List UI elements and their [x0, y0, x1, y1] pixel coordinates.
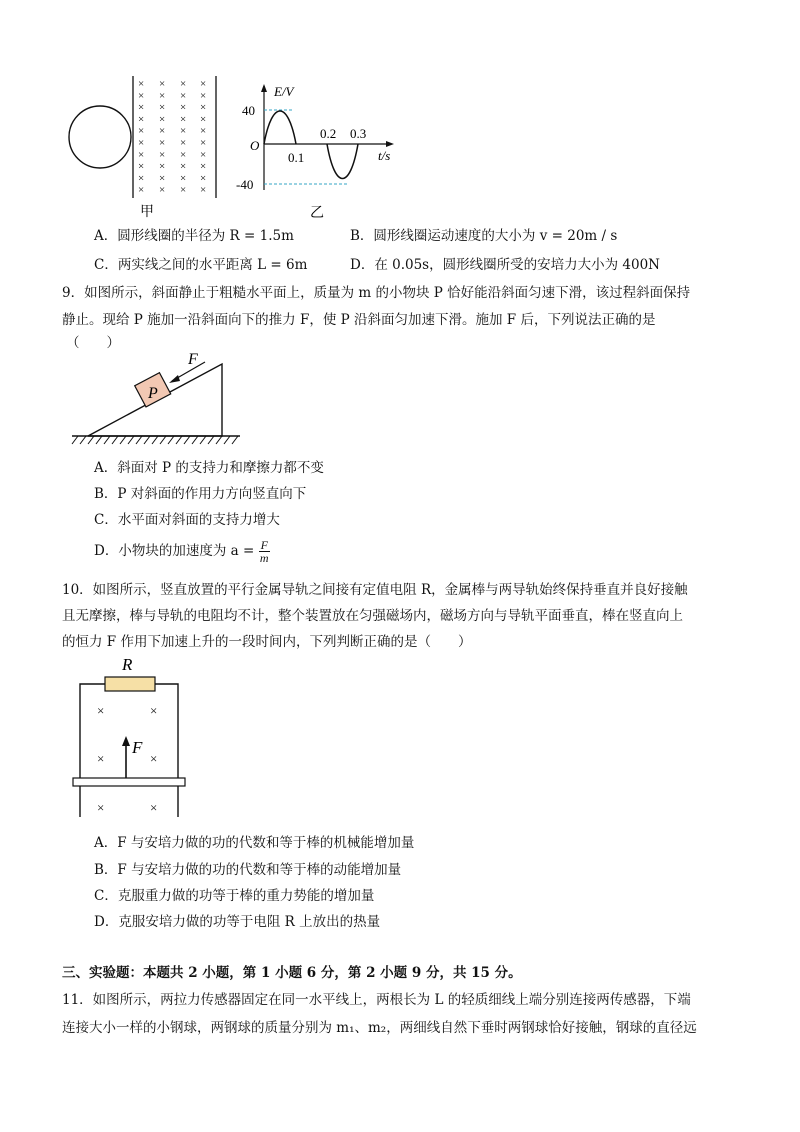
field-cross: × [159, 160, 166, 173]
q8-option-d: D．在 0.05s，圆形线圈所受的安培力大小为 400N [350, 257, 660, 273]
figure-incline [70, 350, 245, 450]
q9-stem-line1: 9．如图所示，斜面静止于粗糙水平面上，质量为 m 的小物块 P 恰好能沿斜面匀速下滑，该过程斜面保持 [62, 285, 691, 301]
q10-option-c: C．克服重力做的功等于棒的重力势能的增加量 [94, 888, 375, 904]
block-p-label: P [148, 385, 158, 402]
hatch-line [216, 436, 222, 444]
figure-rails [70, 652, 190, 822]
field-cross: × [138, 125, 145, 138]
q10-stem-line3: 的恒力 F 作用下加速上升的一段时间内，下列判断正确的是（ ） [62, 634, 472, 650]
q10-option-a: A．F 与安培力做的功的代数和等于棒的机械能增加量 [94, 835, 415, 851]
field-cross: × [138, 101, 145, 114]
field-cross: × [180, 172, 187, 185]
q11-stem-line1: 11．如图所示，两拉力传感器固定在同一水平线上，两根长为 L 的轻质细线上端分别连接两传感器，下端 [62, 992, 691, 1008]
force-f-label: F [188, 351, 198, 368]
q10-option-d: D．克服安培力做的功等于电阻 R 上放出的热量 [94, 914, 381, 930]
q10-stem-line2: 且无摩擦，棒与导轨的电阻均不计，整个装置放在匀强磁场内，磁场方向与导轨平面垂直，棒在竖直向上 [62, 608, 683, 624]
tick-40: 40 [242, 103, 255, 118]
field-cross: × [97, 751, 105, 766]
hatch-line [128, 436, 134, 444]
q8-option-c: C．两实线之间的水平距离 L = 6m [94, 257, 308, 273]
field-cross: × [138, 172, 145, 185]
field-cross: × [180, 184, 187, 197]
hatch-line [232, 436, 238, 444]
figure-yi-graph [232, 82, 402, 224]
field-cross: × [200, 78, 207, 90]
section-3-title: 三、实验题：本题共 2 小题，第 1 小题 6 分，第 2 小题 9 分，共 15 分。 [62, 965, 522, 981]
field-cross: × [159, 89, 166, 102]
field-cross: × [138, 184, 145, 197]
field-cross: × [200, 172, 207, 185]
figure-jia [68, 72, 228, 222]
hatch-line [224, 436, 230, 444]
hatch-line [160, 436, 166, 444]
field-cross: × [138, 89, 145, 102]
q11-stem-line2: 连接大小一样的小钢球，两钢球的质量分别为 m₁、m₂，两细线自然下垂时两钢球恰好接触，钢球的直径远 [62, 1020, 697, 1036]
field-cross: × [180, 78, 187, 90]
hatch-line [80, 436, 86, 444]
magnetic-field-crosses [138, 78, 206, 196]
q9-option-d-prefix: D．小物块的加速度为 a = [94, 543, 255, 559]
field-cross: × [200, 184, 207, 197]
q9-option-d [94, 539, 270, 564]
field-cross: × [200, 148, 207, 161]
q10-option-b: B．F 与安培力做的功的代数和等于棒的动能增加量 [94, 862, 402, 878]
hatch-line [104, 436, 110, 444]
field-cross: × [159, 137, 166, 149]
field-cross: × [200, 113, 207, 126]
hatch-line [176, 436, 182, 444]
field-cross: × [138, 113, 145, 126]
field-cross: × [180, 137, 187, 149]
field-cross: × [200, 125, 207, 138]
field-cross: × [150, 751, 158, 766]
emf-curve [264, 111, 358, 179]
resistor [105, 677, 155, 691]
origin-label: O [250, 138, 260, 153]
field-cross: × [159, 113, 166, 126]
rail-circuit [80, 684, 178, 817]
hatch-line [152, 436, 158, 444]
field-cross: × [150, 703, 158, 718]
hatch-line [112, 436, 118, 444]
hatch-line [96, 436, 102, 444]
field-cross: × [138, 137, 145, 149]
hatch-line [72, 436, 78, 444]
q9-option-a: A．斜面对 P 的支持力和摩擦力都不变 [94, 460, 324, 476]
field-cross: × [159, 101, 166, 114]
hatch-line [200, 436, 206, 444]
field-cross: × [200, 160, 207, 173]
y-axis-arrow [261, 84, 267, 92]
tick-0.1: 0.1 [288, 150, 305, 165]
q8-option-a: A．圆形线圈的半径为 R = 1.5m [94, 228, 294, 244]
metal-rod [73, 778, 185, 786]
q9-option-b: B．P 对斜面的作用力方向竖直向下 [94, 486, 307, 502]
field-cross: × [138, 78, 145, 90]
hatch-line [208, 436, 214, 444]
force-f-arrowhead [122, 736, 130, 746]
field-cross: × [180, 113, 187, 126]
hatch-line [88, 436, 94, 444]
fraction-numerator: F [260, 538, 268, 552]
q9-option-c: C．水平面对斜面的支持力增大 [94, 512, 280, 528]
field-cross: × [180, 160, 187, 173]
field-cross: × [200, 137, 207, 149]
tick-0.3: 0.3 [350, 126, 367, 141]
q10-stem-line1: 10．如图所示，竖直放置的平行金属导轨之间接有定值电阻 R，金属棒与两导轨始终保持垂直并良好接触 [62, 582, 688, 598]
field-cross: × [150, 800, 158, 815]
hatch-line [168, 436, 174, 444]
q9-stem-line2: 静止。现给 P 施加一沿斜面向下的推力 F，使 P 沿斜面匀加速下滑。施加 F 后，下列说法正确的是 [62, 312, 656, 328]
tick-0.2: 0.2 [320, 126, 337, 141]
hatch-line [184, 436, 190, 444]
field-cross: × [97, 800, 105, 815]
fraction-denominator: m [259, 551, 269, 565]
tick-neg40: -40 [236, 177, 254, 192]
field-cross: × [159, 184, 166, 197]
field-cross: × [97, 703, 105, 718]
field-cross: × [138, 160, 145, 173]
field-cross: × [159, 125, 166, 138]
q8-option-b: B．圆形线圈运动速度的大小为 v = 20m / s [350, 228, 618, 244]
field-cross: × [200, 89, 207, 102]
label-yi: 乙 [310, 206, 324, 221]
field-cross: × [180, 148, 187, 161]
circular-coil [69, 106, 131, 168]
field-cross: × [180, 89, 187, 102]
q9-option-d-fraction [259, 539, 270, 564]
field-cross: × [159, 78, 166, 90]
hatch-line [144, 436, 150, 444]
force-f-arrowhead [169, 375, 180, 383]
field-cross: × [200, 101, 207, 114]
hatch-line [192, 436, 198, 444]
field-cross: × [180, 101, 187, 114]
hatch-line [120, 436, 126, 444]
field-cross: × [159, 148, 166, 161]
y-label: E/V [274, 84, 294, 99]
field-cross: × [138, 148, 145, 161]
hatch-line [136, 436, 142, 444]
x-label: t/s [378, 148, 391, 163]
field-cross: × [159, 172, 166, 185]
x-axis-arrow [386, 141, 394, 147]
label-jia: 甲 [140, 205, 154, 220]
ground-hatching [72, 436, 238, 444]
force-f-label: F [132, 738, 143, 757]
resistor-label: R [122, 655, 133, 674]
q9-answer-paren: （ ） [66, 335, 120, 351]
field-cross: × [180, 125, 187, 138]
